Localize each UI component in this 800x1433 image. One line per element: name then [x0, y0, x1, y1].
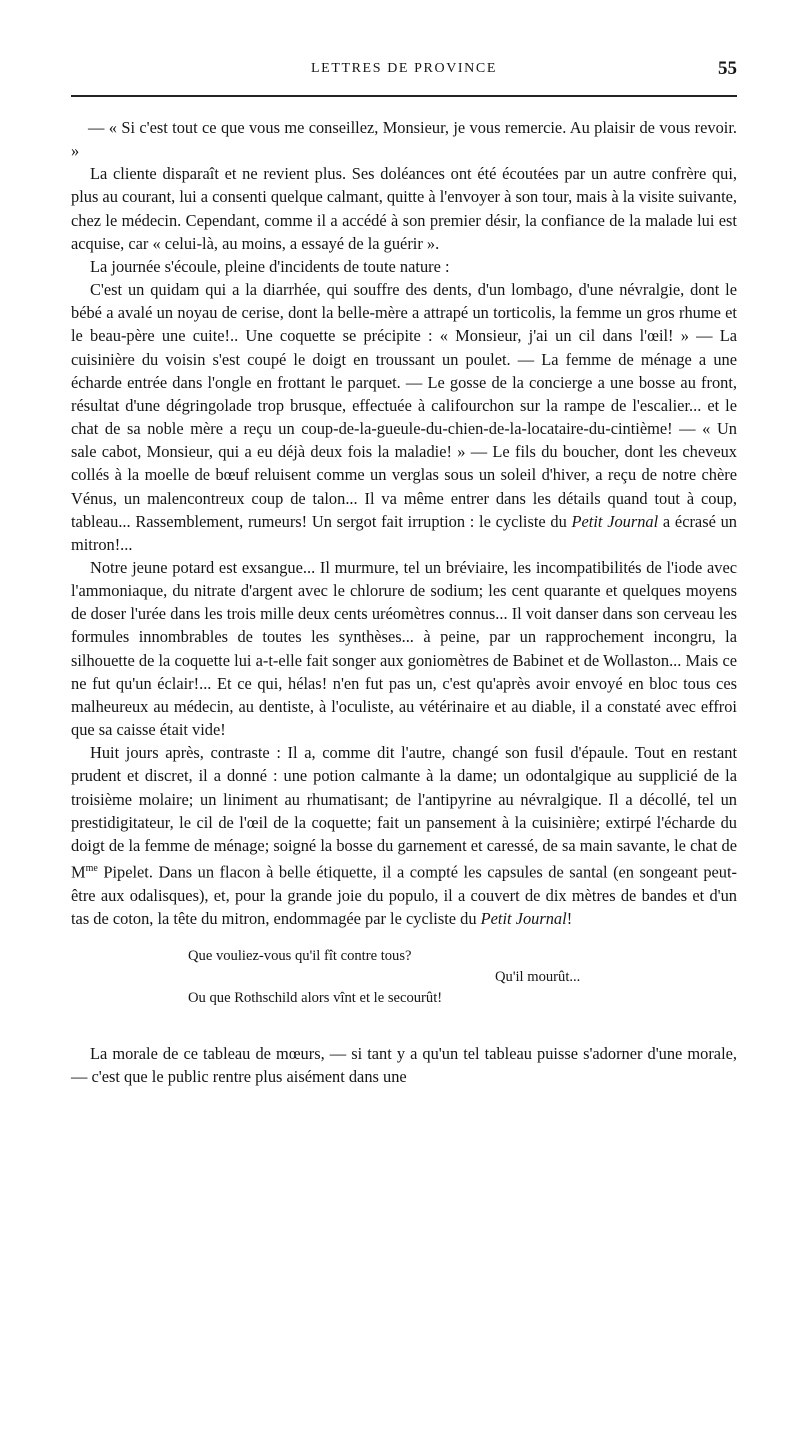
- paragraph-eight-days-later: [71, 741, 737, 930]
- paragraph-pharmacist-panic: Notre jeune potard est exsangue... Il murmure, tel un bréviaire, les incompatibilités de l'iode avec l'ammoniaque, du nitrate d'argent avec le chlorure de sodium; les cent quarante et quelques moyens de doser l'urée dans les trois mille deux cents uréomètres connus... Il voit danser dans son cerveau les formules innombrables de toutes les synthèses... à peine, par un rapprochement incongru, la silhouette de la coquette lui a-t-elle fait songer aux goniomètres de Babinet et de Wollaston... Mais ce ne fut qu'un éclair!... Et ce qui, hélas! n'en fut pas un, c'est qu'après avoir envoyé en bloc tous ces malheureux au médecin, au dentiste, à l'oculiste, au vétérinaire et au diable, il a constaté avec effroi que sa caisse était vide!: [71, 557, 737, 740]
- incidents-text-end: a écrasé un mitron!...: [71, 511, 737, 554]
- paragraph-incidents: [71, 278, 737, 556]
- eight-days-text-cont: Pipelet. Dans un flacon à belle étiquette, il a compté les capsules de santal (en songeant peut-être aux odalisques), et, pour la grande joie du populo, il a couvert de dix mètres de bandes et d'un tas de coton, la tête du mitron, endommagée par le cycliste du: [71, 862, 737, 928]
- verse-line: Qu'il mourût...: [495, 968, 581, 985]
- page-number: 55: [718, 58, 737, 79]
- header-rule: [71, 95, 737, 97]
- body-text: [71, 116, 737, 1088]
- madame-abbreviation: me: [85, 863, 98, 874]
- incidents-text: C'est un quidam qui a la diarrhée, qui souffre des dents, d'un lombago, d'une névralgie, dont le bébé a avalé un noyau de cerise, dont la belle-mère a attrapé un torticolis, la femme un gros rhume et le beau-père une cuite!.. Une coquette se précipite : « Monsieur, j'ai un cil dans l'œil! » — La cuisinière du voisin s'est coupé le doigt en troussant un poulet. — La femme de ménage a une écharde entrée dans l'ongle en frottant le parquet. — Le gosse de la concierge a une bosse au front, résultat d'une dégringolade trop brusque, effectuée à califourchon sur la rampe de l'escalier... et le chat de sa noble mère a reçu un coup-de-la-gueule-du-chien-de-la-locataire-du-cintième! — « Un sale cabot, Monsieur, qui a eu déjà deux fois la maladie! » — Le fils du boucher, dont les cheveux collés à la moelle de bœuf reluisent comme un verglas sous un soleil d'hiver, a reçu de notre chère Vénus, un malencontreux coup de talon... Il va même entrer dans les détails quand tout à coup, tableau... Rassemblement, rumeurs! Un sergot fait irruption : le cycliste du: [71, 280, 737, 531]
- paragraph-client-leaves: La cliente disparaît et ne revient plus. Ses doléances ont été écoutées par un autre confrère qui, plus au courant, lui a consenti quelque calmant, quitte à l'envoyer à son tour, mais à la visite suivante, chez le médecin. Cependant, comme il a accédé à son premier désir, la confiance de la malade lui est acquise, car « celui-là, au moins, a essayé de la guérir ».: [71, 164, 737, 253]
- verse-line: Que vouliez-vous qu'il fît contre tous?: [188, 947, 412, 964]
- running-header: [71, 58, 737, 82]
- paragraph-moral: La morale de ce tableau de mœurs, — si tant y a qu'un tel tableau puisse s'adorner d'une morale, — c'est que le public rentre plus aisément dans une: [71, 1043, 737, 1087]
- eight-days-text-end: !: [566, 908, 573, 928]
- paragraph-dialogue-end: — « Si c'est tout ce que vous me conseillez, Monsieur, je vous remercie. Au plaisir de vous revoir. »: [71, 118, 737, 161]
- verse-line: Ou que Rothschild alors vînt et le secourût!: [188, 989, 443, 1006]
- eight-days-text: Huit jours après, contraste : Il a, comme dit l'autre, changé son fusil d'épaule. Tout en restant prudent et discret, il a donné : une potion calmante à la dame; un odontalgique au supplicié de la troisième molaire; un liniment au rhumatisant; de l'antipyrine au névralgique. Il a décollé, tel un prestidigitateur, le cil de l'œil de la coquette; fait un pansement à la cuisinière; extirpé l'écharde du doigt de la femme de ménage; soigné la bosse du garnement et caressé, de sa main savante, le chat de M: [71, 743, 737, 882]
- verse-quotation: [71, 946, 737, 1009]
- paragraph-day-passes: La journée s'écoule, pleine d'incidents de toute nature :: [90, 256, 450, 276]
- newspaper-title: Petit Journal: [480, 908, 567, 928]
- running-title: LETTRES DE PROVINCE: [311, 61, 497, 76]
- newspaper-title: Petit Journal: [571, 511, 659, 531]
